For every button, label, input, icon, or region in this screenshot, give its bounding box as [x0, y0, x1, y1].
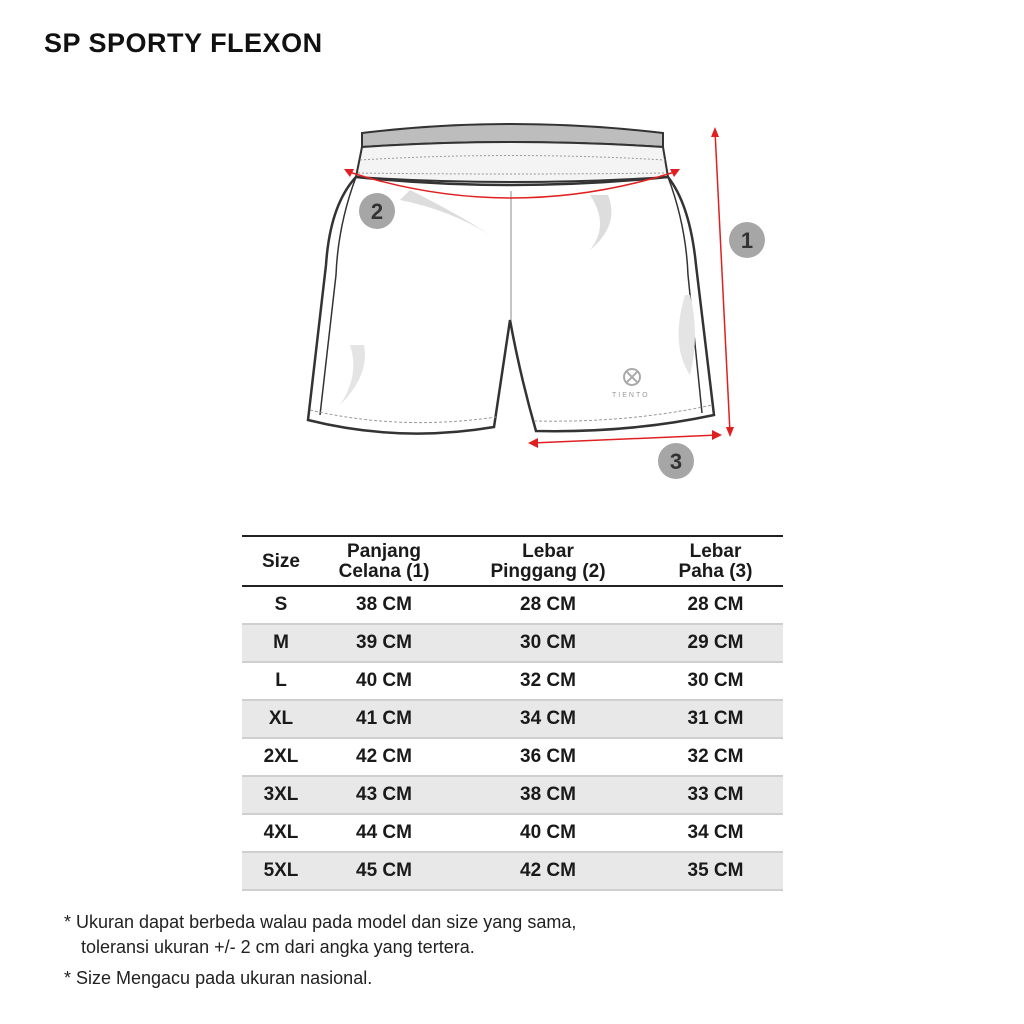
- page-title: SP SPORTY FLEXON: [44, 28, 323, 58]
- svg-text:1: 1: [740, 228, 754, 253]
- note-tolerance: * Ukuran dapat berbeda walau pada model dan size yang sama, toleransi ukuran +/- 2 cm dari angka yang tertera.: [64, 912, 577, 957]
- table-row: XL 41 CM 34 CM 31 CM: [242, 700, 783, 738]
- table-row: S 38 CM 28 CM 28 CM: [242, 586, 783, 624]
- badge-2: [359, 193, 395, 229]
- table-header-row: [242, 536, 783, 586]
- notes: [64, 910, 576, 997]
- table-row: 4XL 44 CM 40 CM 34 CM: [242, 814, 783, 852]
- header-thigh: Lebar Paha (3): [648, 536, 783, 586]
- header-size: Size: [242, 536, 320, 586]
- shorts-diagram: [290, 115, 790, 490]
- size-chart-table: [242, 535, 783, 891]
- table-row: M 39 CM 30 CM 29 CM: [242, 624, 783, 662]
- waistband: [356, 142, 668, 182]
- header-waist: Lebar Pinggang (2): [448, 536, 648, 586]
- brand-label: TIENTO: [612, 392, 650, 399]
- badge-3: [658, 443, 694, 479]
- length-measure-line: [715, 131, 730, 433]
- table-row: L 40 CM 32 CM 30 CM: [242, 662, 783, 700]
- thigh-measure-line: [532, 435, 718, 443]
- svg-text:2: 2: [370, 199, 384, 224]
- header-length: Panjang Celana (1): [320, 536, 448, 586]
- badge-1: [729, 222, 765, 258]
- table-row: 2XL 42 CM 36 CM 32 CM: [242, 738, 783, 776]
- svg-text:3: 3: [669, 449, 683, 474]
- note-national-size: * Size Mengacu pada ukuran nasional.: [64, 968, 373, 988]
- table-row: 5XL 45 CM 42 CM 35 CM: [242, 852, 783, 890]
- table-row: 3XL 43 CM 38 CM 33 CM: [242, 776, 783, 814]
